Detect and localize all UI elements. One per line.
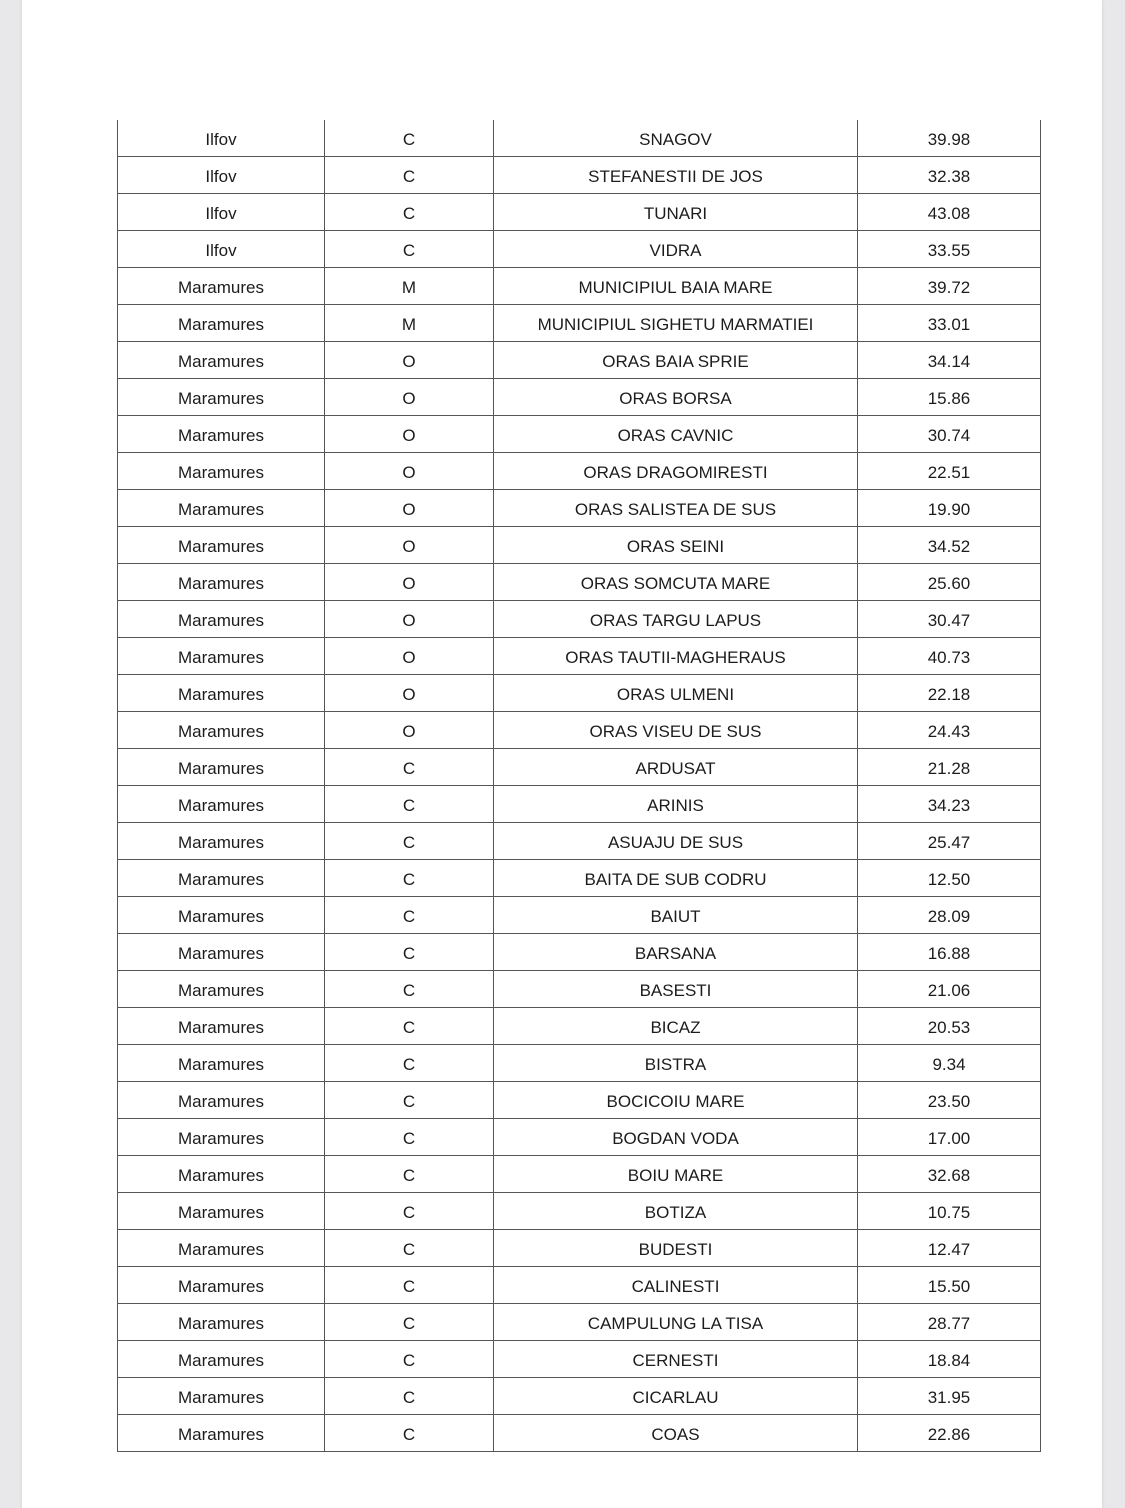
- county-cell: Maramures: [118, 786, 325, 823]
- value-cell: 20.53: [858, 1008, 1041, 1045]
- table-row: [118, 971, 1041, 1008]
- value-cell: 23.50: [858, 1082, 1041, 1119]
- locality-cell: ASUAJU DE SUS: [494, 823, 858, 860]
- type-cell: O: [325, 564, 494, 601]
- locality-cell: ORAS SOMCUTA MARE: [494, 564, 858, 601]
- value-cell: 28.77: [858, 1304, 1041, 1341]
- locality-cell: ARINIS: [494, 786, 858, 823]
- table-row: [118, 416, 1041, 453]
- type-cell: C: [325, 860, 494, 897]
- value-cell: 15.50: [858, 1267, 1041, 1304]
- county-cell: Maramures: [118, 1341, 325, 1378]
- type-cell: C: [325, 1230, 494, 1267]
- locality-cell: ORAS BAIA SPRIE: [494, 342, 858, 379]
- county-cell: Maramures: [118, 934, 325, 971]
- type-cell: O: [325, 675, 494, 712]
- county-cell: Maramures: [118, 1082, 325, 1119]
- locality-cell: BICAZ: [494, 1008, 858, 1045]
- type-cell: C: [325, 786, 494, 823]
- county-cell: Maramures: [118, 379, 325, 416]
- locality-cell: CALINESTI: [494, 1267, 858, 1304]
- table-row: [118, 601, 1041, 638]
- value-cell: 34.52: [858, 527, 1041, 564]
- locality-cell: CICARLAU: [494, 1378, 858, 1415]
- table-row: [118, 527, 1041, 564]
- table-row: [118, 786, 1041, 823]
- table-row: [118, 1378, 1041, 1415]
- table-row: [118, 934, 1041, 971]
- county-cell: Maramures: [118, 749, 325, 786]
- locality-cell: BARSANA: [494, 934, 858, 971]
- locality-cell: BUDESTI: [494, 1230, 858, 1267]
- value-cell: 32.68: [858, 1156, 1041, 1193]
- type-cell: C: [325, 1156, 494, 1193]
- county-cell: Ilfov: [118, 194, 325, 231]
- table-row: [118, 379, 1041, 416]
- locality-cell: BISTRA: [494, 1045, 858, 1082]
- county-cell: Maramures: [118, 1008, 325, 1045]
- table-row: [118, 1045, 1041, 1082]
- county-cell: Maramures: [118, 1378, 325, 1415]
- table-row: [118, 564, 1041, 601]
- type-cell: M: [325, 268, 494, 305]
- county-cell: Maramures: [118, 1230, 325, 1267]
- table-row: [118, 638, 1041, 675]
- county-cell: Maramures: [118, 712, 325, 749]
- type-cell: C: [325, 120, 494, 157]
- locality-cell: ORAS TARGU LAPUS: [494, 601, 858, 638]
- county-cell: Maramures: [118, 971, 325, 1008]
- table-row: [118, 268, 1041, 305]
- locality-cell: COAS: [494, 1415, 858, 1452]
- table-row: [118, 1082, 1041, 1119]
- county-cell: Maramures: [118, 638, 325, 675]
- table-row: [118, 1008, 1041, 1045]
- value-cell: 12.47: [858, 1230, 1041, 1267]
- locality-cell: STEFANESTII DE JOS: [494, 157, 858, 194]
- type-cell: O: [325, 712, 494, 749]
- type-cell: O: [325, 416, 494, 453]
- locality-cell: BOGDAN VODA: [494, 1119, 858, 1156]
- value-cell: 39.72: [858, 268, 1041, 305]
- table-row: [118, 194, 1041, 231]
- county-cell: Maramures: [118, 1045, 325, 1082]
- value-cell: 43.08: [858, 194, 1041, 231]
- type-cell: C: [325, 1341, 494, 1378]
- value-cell: 12.50: [858, 860, 1041, 897]
- table-row: [118, 1341, 1041, 1378]
- type-cell: C: [325, 934, 494, 971]
- locality-cell: TUNARI: [494, 194, 858, 231]
- locality-cell: ORAS TAUTII-MAGHERAUS: [494, 638, 858, 675]
- county-cell: Maramures: [118, 601, 325, 638]
- value-cell: 16.88: [858, 934, 1041, 971]
- type-cell: C: [325, 231, 494, 268]
- county-cell: Ilfov: [118, 120, 325, 157]
- type-cell: C: [325, 1415, 494, 1452]
- county-cell: Maramures: [118, 490, 325, 527]
- value-cell: 18.84: [858, 1341, 1041, 1378]
- type-cell: C: [325, 194, 494, 231]
- locality-cell: CERNESTI: [494, 1341, 858, 1378]
- locality-cell: ORAS DRAGOMIRESTI: [494, 453, 858, 490]
- table-row: [118, 823, 1041, 860]
- type-cell: O: [325, 638, 494, 675]
- type-cell: C: [325, 1193, 494, 1230]
- locality-cell: ORAS VISEU DE SUS: [494, 712, 858, 749]
- locality-cell: ORAS CAVNIC: [494, 416, 858, 453]
- locality-cell: ORAS SALISTEA DE SUS: [494, 490, 858, 527]
- table-row: [118, 342, 1041, 379]
- type-cell: C: [325, 157, 494, 194]
- county-cell: Maramures: [118, 1304, 325, 1341]
- type-cell: O: [325, 453, 494, 490]
- locality-cell: MUNICIPIUL BAIA MARE: [494, 268, 858, 305]
- locality-cell: MUNICIPIUL SIGHETU MARMATIEI: [494, 305, 858, 342]
- value-cell: 40.73: [858, 638, 1041, 675]
- table-row: [118, 749, 1041, 786]
- county-cell: Maramures: [118, 453, 325, 490]
- value-cell: 9.34: [858, 1045, 1041, 1082]
- value-cell: 19.90: [858, 490, 1041, 527]
- table-row: [118, 120, 1041, 157]
- value-cell: 17.00: [858, 1119, 1041, 1156]
- data-table: [117, 120, 1041, 1452]
- county-cell: Maramures: [118, 527, 325, 564]
- locality-cell: ORAS ULMENI: [494, 675, 858, 712]
- type-cell: O: [325, 527, 494, 564]
- value-cell: 21.06: [858, 971, 1041, 1008]
- type-cell: C: [325, 897, 494, 934]
- county-cell: Maramures: [118, 342, 325, 379]
- type-cell: C: [325, 1082, 494, 1119]
- value-cell: 22.51: [858, 453, 1041, 490]
- value-cell: 22.86: [858, 1415, 1041, 1452]
- locality-cell: SNAGOV: [494, 120, 858, 157]
- locality-cell: BAIUT: [494, 897, 858, 934]
- table-row: [118, 1304, 1041, 1341]
- value-cell: 24.43: [858, 712, 1041, 749]
- type-cell: O: [325, 601, 494, 638]
- type-cell: C: [325, 749, 494, 786]
- county-cell: Maramures: [118, 860, 325, 897]
- locality-cell: ORAS SEINI: [494, 527, 858, 564]
- table-row: [118, 675, 1041, 712]
- type-cell: C: [325, 823, 494, 860]
- type-cell: C: [325, 1119, 494, 1156]
- type-cell: C: [325, 1304, 494, 1341]
- county-cell: Maramures: [118, 675, 325, 712]
- table-row: [118, 712, 1041, 749]
- county-cell: Maramures: [118, 416, 325, 453]
- county-cell: Maramures: [118, 564, 325, 601]
- value-cell: 15.86: [858, 379, 1041, 416]
- county-cell: Maramures: [118, 1267, 325, 1304]
- county-cell: Maramures: [118, 823, 325, 860]
- value-cell: 10.75: [858, 1193, 1041, 1230]
- county-cell: Maramures: [118, 1156, 325, 1193]
- locality-cell: BOCICOIU MARE: [494, 1082, 858, 1119]
- type-cell: C: [325, 1267, 494, 1304]
- county-cell: Maramures: [118, 1119, 325, 1156]
- county-cell: Maramures: [118, 1193, 325, 1230]
- table-row: [118, 305, 1041, 342]
- table-row: [118, 1230, 1041, 1267]
- county-cell: Maramures: [118, 305, 325, 342]
- value-cell: 22.18: [858, 675, 1041, 712]
- locality-cell: BOTIZA: [494, 1193, 858, 1230]
- table-row: [118, 1193, 1041, 1230]
- table-row: [118, 1156, 1041, 1193]
- value-cell: 25.60: [858, 564, 1041, 601]
- value-cell: 31.95: [858, 1378, 1041, 1415]
- locality-cell: VIDRA: [494, 231, 858, 268]
- county-cell: Maramures: [118, 897, 325, 934]
- value-cell: 33.55: [858, 231, 1041, 268]
- table-row: [118, 490, 1041, 527]
- county-cell: Ilfov: [118, 157, 325, 194]
- type-cell: C: [325, 1378, 494, 1415]
- table-row: [118, 1119, 1041, 1156]
- table-row: [118, 860, 1041, 897]
- type-cell: C: [325, 1045, 494, 1082]
- value-cell: 21.28: [858, 749, 1041, 786]
- value-cell: 28.09: [858, 897, 1041, 934]
- value-cell: 30.47: [858, 601, 1041, 638]
- value-cell: 32.38: [858, 157, 1041, 194]
- value-cell: 30.74: [858, 416, 1041, 453]
- value-cell: 34.14: [858, 342, 1041, 379]
- table-row: [118, 897, 1041, 934]
- locality-cell: ORAS BORSA: [494, 379, 858, 416]
- locality-cell: ARDUSAT: [494, 749, 858, 786]
- table-row: [118, 157, 1041, 194]
- table-row: [118, 453, 1041, 490]
- type-cell: C: [325, 1008, 494, 1045]
- table-body: [118, 120, 1041, 1452]
- locality-cell: BASESTI: [494, 971, 858, 1008]
- value-cell: 33.01: [858, 305, 1041, 342]
- type-cell: O: [325, 342, 494, 379]
- locality-cell: BAITA DE SUB CODRU: [494, 860, 858, 897]
- type-cell: O: [325, 379, 494, 416]
- table-row: [118, 231, 1041, 268]
- locality-cell: BOIU MARE: [494, 1156, 858, 1193]
- type-cell: O: [325, 490, 494, 527]
- county-cell: Ilfov: [118, 231, 325, 268]
- value-cell: 25.47: [858, 823, 1041, 860]
- value-cell: 34.23: [858, 786, 1041, 823]
- table-row: [118, 1415, 1041, 1452]
- table-row: [118, 1267, 1041, 1304]
- locality-cell: CAMPULUNG LA TISA: [494, 1304, 858, 1341]
- type-cell: M: [325, 305, 494, 342]
- value-cell: 39.98: [858, 120, 1041, 157]
- county-cell: Maramures: [118, 1415, 325, 1452]
- type-cell: C: [325, 971, 494, 1008]
- county-cell: Maramures: [118, 268, 325, 305]
